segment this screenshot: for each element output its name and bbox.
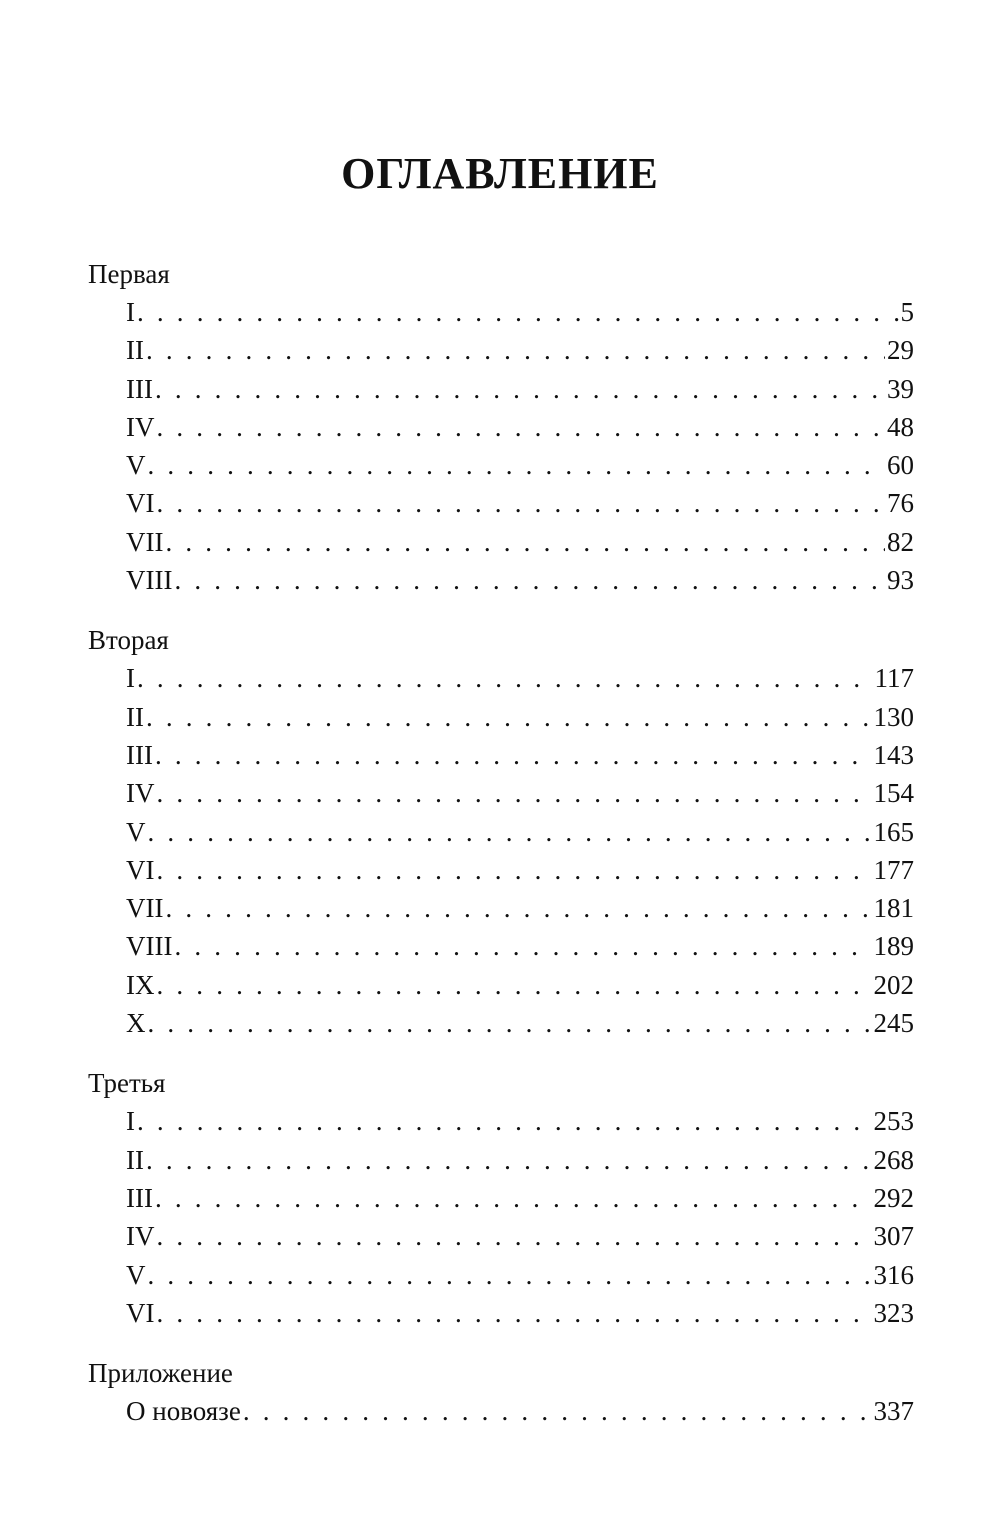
dot-leader bbox=[157, 966, 872, 1004]
page-number: 268 bbox=[873, 1144, 914, 1175]
chapter-label: О новоязе bbox=[126, 1396, 241, 1427]
toc-entry[interactable] bbox=[88, 1004, 914, 1042]
part-title: Вторая bbox=[88, 625, 169, 656]
chapter-label: III bbox=[126, 373, 153, 404]
page-number: 76 bbox=[887, 488, 914, 519]
dot-leader bbox=[157, 1294, 872, 1332]
part-title: Приложение bbox=[88, 1358, 233, 1389]
page-number: 60 bbox=[887, 450, 914, 481]
page-number: 48 bbox=[887, 411, 914, 442]
page-number: 82 bbox=[887, 526, 914, 557]
chapter-label: VII bbox=[126, 893, 164, 924]
part-title: Первая bbox=[88, 259, 170, 289]
toc-entry[interactable] bbox=[88, 484, 914, 522]
page-number: 143 bbox=[873, 739, 914, 770]
dot-leader bbox=[148, 813, 872, 851]
dot-leader bbox=[155, 370, 885, 408]
dot-leader bbox=[243, 1392, 872, 1430]
page-number: 181 bbox=[873, 893, 914, 924]
toc-entry[interactable] bbox=[88, 561, 914, 599]
chapter-label: VIII bbox=[126, 931, 173, 962]
chapter-label: V bbox=[126, 816, 146, 847]
page-number: 189 bbox=[873, 931, 914, 962]
toc-entry[interactable] bbox=[88, 523, 914, 561]
dot-leader bbox=[148, 1256, 872, 1294]
chapter-label: III bbox=[126, 1182, 153, 1213]
toc-entry[interactable] bbox=[88, 408, 914, 446]
page-title: ОГЛАВЛЕНИЕ bbox=[341, 149, 659, 198]
chapter-label: III bbox=[126, 739, 153, 770]
dot-leader bbox=[157, 484, 886, 522]
chapter-label: VI bbox=[126, 1297, 155, 1328]
toc-part bbox=[88, 621, 914, 1042]
chapter-label: II bbox=[126, 701, 144, 732]
chapter-label: I bbox=[126, 1106, 135, 1137]
dot-leader bbox=[174, 927, 871, 965]
dot-leader bbox=[155, 736, 872, 774]
toc-entry[interactable] bbox=[88, 813, 914, 851]
chapter-label: X bbox=[126, 1008, 146, 1039]
chapter-label: VI bbox=[126, 854, 155, 885]
toc-entry[interactable] bbox=[88, 889, 914, 927]
dot-leader bbox=[157, 1217, 872, 1255]
chapter-label: II bbox=[126, 335, 144, 366]
chapter-label: IV bbox=[126, 778, 155, 809]
dot-leader bbox=[137, 659, 873, 697]
page-number: 5 bbox=[900, 297, 914, 327]
page-number: 245 bbox=[873, 1008, 914, 1039]
page-number: 93 bbox=[887, 565, 914, 596]
page-number: 165 bbox=[873, 816, 914, 847]
toc-entry[interactable] bbox=[88, 774, 914, 812]
chapter-label: IX bbox=[126, 969, 155, 1000]
toc-entry[interactable] bbox=[88, 1141, 914, 1179]
page-number: 253 bbox=[873, 1106, 914, 1137]
chapter-label: IV bbox=[126, 1221, 155, 1252]
toc-entry[interactable] bbox=[88, 1392, 914, 1430]
page-number: 39 bbox=[887, 373, 914, 404]
toc-part bbox=[88, 1354, 914, 1430]
toc-entry[interactable] bbox=[88, 293, 914, 331]
page-number: 29 bbox=[887, 335, 914, 366]
page-number: 117 bbox=[874, 663, 914, 694]
toc-entry[interactable] bbox=[88, 1102, 914, 1140]
chapter-label: VIII bbox=[126, 565, 173, 596]
page-number: 292 bbox=[873, 1182, 914, 1213]
part-title: Третья bbox=[88, 1068, 166, 1099]
toc-part bbox=[88, 1064, 914, 1332]
dot-leader bbox=[146, 698, 872, 736]
toc-entry[interactable] bbox=[88, 331, 914, 369]
page-number: 316 bbox=[873, 1259, 914, 1290]
dot-leader bbox=[137, 1102, 872, 1140]
page-number: 202 bbox=[873, 969, 914, 1000]
page-number: 307 bbox=[873, 1221, 914, 1252]
page-number: 323 bbox=[873, 1297, 914, 1328]
toc-entry[interactable] bbox=[88, 1256, 914, 1294]
dot-leader bbox=[148, 446, 886, 484]
dot-leader bbox=[157, 851, 872, 889]
dot-leader bbox=[165, 523, 885, 561]
toc-entry[interactable] bbox=[88, 1179, 914, 1217]
toc-entry[interactable] bbox=[88, 698, 914, 736]
chapter-label: I bbox=[126, 297, 135, 327]
dot-leader bbox=[155, 1179, 872, 1217]
dot-leader bbox=[174, 561, 885, 599]
toc-entry[interactable] bbox=[88, 966, 914, 1004]
dot-leader bbox=[148, 1004, 872, 1042]
toc-entry[interactable] bbox=[88, 370, 914, 408]
dot-leader bbox=[157, 774, 872, 812]
page-number: 337 bbox=[873, 1396, 914, 1427]
table-of-contents bbox=[88, 255, 914, 1430]
chapter-label: V bbox=[126, 450, 146, 481]
chapter-label: IV bbox=[126, 411, 155, 442]
toc-part bbox=[88, 255, 914, 599]
dot-leader bbox=[137, 293, 899, 331]
toc-entry[interactable] bbox=[88, 1217, 914, 1255]
chapter-label: VII bbox=[126, 526, 164, 557]
chapter-label: II bbox=[126, 1144, 144, 1175]
page-number: 177 bbox=[873, 854, 914, 885]
toc-entry[interactable] bbox=[88, 927, 914, 965]
chapter-label: V bbox=[126, 1259, 146, 1290]
chapter-label: VI bbox=[126, 488, 155, 519]
dot-leader bbox=[146, 331, 885, 369]
dot-leader bbox=[146, 1141, 872, 1179]
toc-entry[interactable] bbox=[88, 851, 914, 889]
toc-entry[interactable] bbox=[88, 1294, 914, 1332]
dot-leader bbox=[157, 408, 886, 446]
toc-entry[interactable] bbox=[88, 659, 914, 697]
toc-entry[interactable] bbox=[88, 446, 914, 484]
page-number: 154 bbox=[873, 778, 914, 809]
chapter-label: I bbox=[126, 663, 135, 694]
page-number: 130 bbox=[873, 701, 914, 732]
toc-entry[interactable] bbox=[88, 736, 914, 774]
dot-leader bbox=[165, 889, 871, 927]
